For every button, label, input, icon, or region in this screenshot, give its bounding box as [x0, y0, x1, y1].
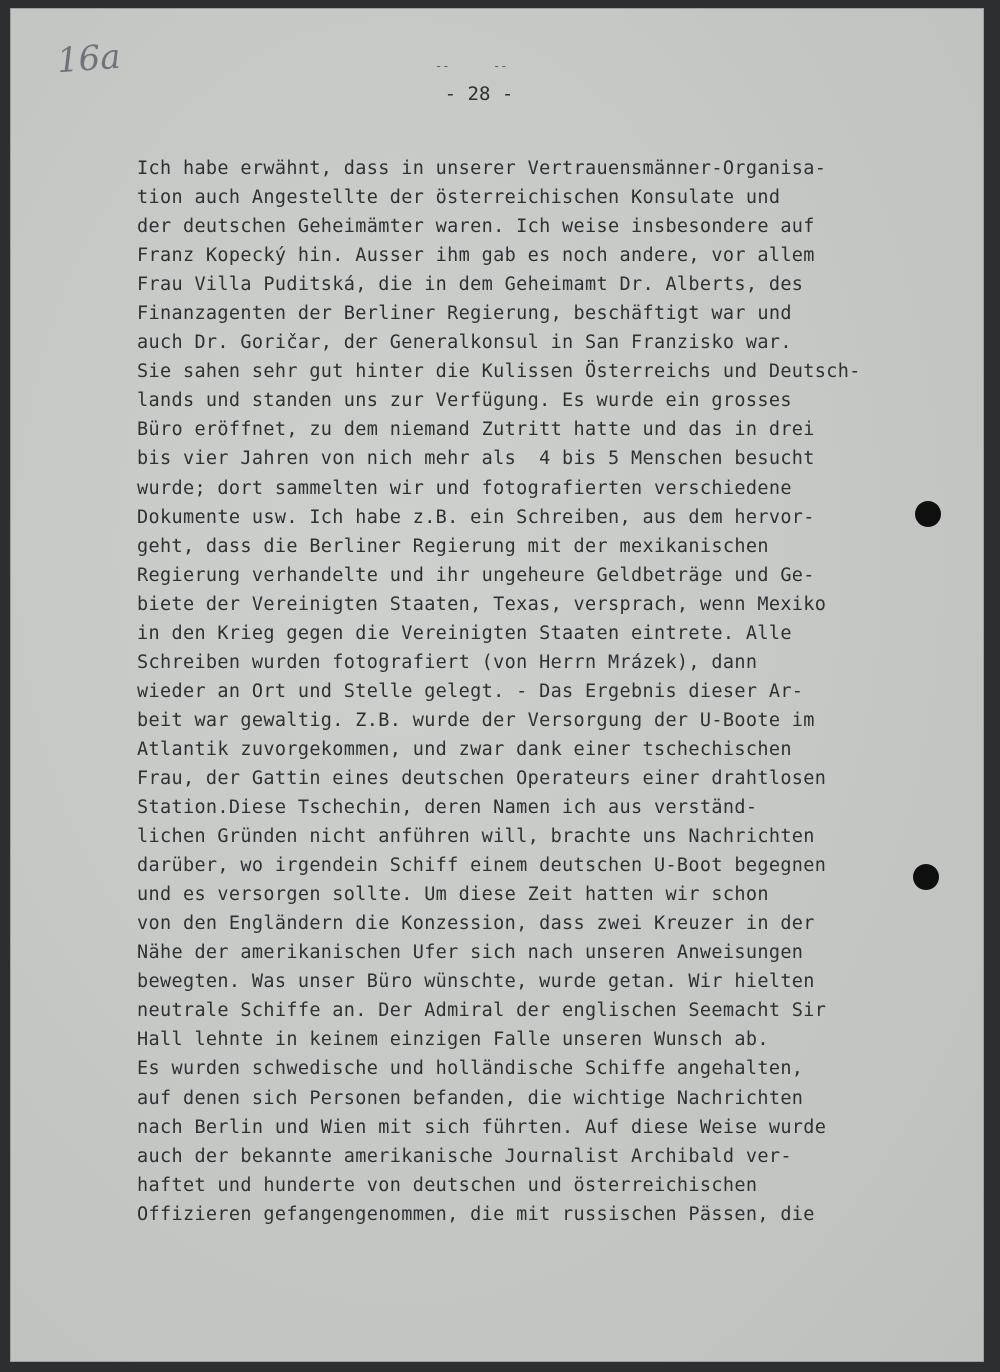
text-line: bewegten. Was unser Büro wünschte, wurde getan. Wir hielten [137, 971, 815, 993]
text-line: Es wurden schwedische und holländische Schiffe angehalten, [137, 1058, 804, 1080]
text-line: neutrale Schiffe an. Der Admiral der englischen Seemacht Sir [137, 1000, 827, 1022]
page-number: - 28 - [444, 83, 514, 105]
text-line: biete der Vereinigten Staaten, Texas, versprach, wenn Mexiko [137, 593, 827, 615]
text-line: Offizieren gefangengenommen, die mit russischen Pässen, die [137, 1203, 815, 1225]
text-line: auch der bekannte amerikanische Journalist Archibald ver- [137, 1145, 792, 1167]
text-line: geht, dass die Berliner Regierung mit der mexikanischen [137, 535, 769, 557]
text-line: von den Engländern die Konzession, dass zwei Kreuzer in der [137, 913, 815, 935]
text-line: Atlantik zuvorgekommen, und zwar dank einer tschechischen [137, 738, 792, 760]
punch-hole-lower [913, 864, 939, 890]
text-line: darüber, wo irgendein Schiff einem deutschen U-Boot begegnen [137, 855, 827, 877]
text-line: lichen Gründen nicht anführen will, brachte uns Nachrichten [137, 826, 815, 848]
text-line: Sie sahen sehr gut hinter die Kulissen Österreichs und Deutsch- [137, 361, 861, 383]
text-line: nach Berlin und Wien mit sich führten. Auf diese Weise wurde [137, 1116, 827, 1138]
text-line: bis vier Jahren von nich mehr als 4 bis 5 Menschen besucht [137, 448, 815, 470]
tick-mark-left: ‐‐ [435, 59, 450, 73]
text-line: wurde; dort sammelten wir und fotografierten verschiedene [137, 477, 792, 499]
typewritten-page [10, 8, 984, 1362]
text-line: Dokumente usw. Ich habe z.B. ein Schreiben, aus dem hervor- [137, 506, 815, 528]
text-line: Frau, der Gattin eines deutschen Operateurs einer drahtlosen [137, 767, 827, 789]
body-text [137, 154, 897, 1229]
text-line: lands und standen uns zur Verfügung. Es wurde ein grosses [137, 390, 792, 412]
text-line: in den Krieg gegen die Vereinigten Staaten eintrete. Alle [137, 622, 792, 644]
text-line: Schreiben wurden fotografiert (von Herrn Mrázek), dann [137, 651, 758, 673]
text-line: Franz Kopecký hin. Ausser ihm gab es noch andere, vor allem [137, 245, 815, 267]
text-line: und es versorgen sollte. Um diese Zeit hatten wir schon [137, 884, 769, 906]
text-line: Frau Villa Puditská, die in dem Geheimamt Dr. Alberts, des [137, 274, 804, 296]
text-line: Hall lehnte in keinem einzigen Falle unseren Wunsch ab. [137, 1029, 769, 1051]
text-line: der deutschen Geheimämter waren. Ich weise insbesondere auf [137, 216, 815, 238]
text-line: Nähe der amerikanischen Ufer sich nach unseren Anweisungen [137, 942, 804, 964]
tick-mark-right: ‐‐ [493, 59, 508, 73]
text-line: beit war gewaltig. Z.B. wurde der Versorgung der U-Boote im [137, 709, 815, 731]
punch-hole-upper [915, 501, 941, 527]
text-line: haftet und hunderte von deutschen und österreichischen [137, 1174, 758, 1196]
text-line: Station.Diese Tschechin, deren Namen ich aus verständ- [137, 797, 758, 819]
text-line: auf denen sich Personen befanden, die wichtige Nachrichten [137, 1087, 804, 1109]
text-line: Ich habe erwähnt, dass in unserer Vertrauensmänner-Organisa- [137, 158, 827, 179]
text-line: Finanzagenten der Berliner Regierung, beschäftigt war und [137, 303, 792, 325]
handwritten-folio-mark: 16a [55, 36, 122, 82]
text-line: wieder an Ort und Stelle gelegt. - Das Ergebnis dieser Ar- [137, 680, 804, 702]
text-line: Regierung verhandelte und ihr ungeheure Geldbeträge und Ge- [137, 564, 815, 586]
text-line: tion auch Angestellte der österreichischen Konsulate und [137, 187, 781, 209]
text-line: auch Dr. Goričar, der Generalkonsul in San Franzisko war. [137, 332, 792, 354]
text-line: Büro eröffnet, zu dem niemand Zutritt hatte und das in drei [137, 419, 815, 441]
